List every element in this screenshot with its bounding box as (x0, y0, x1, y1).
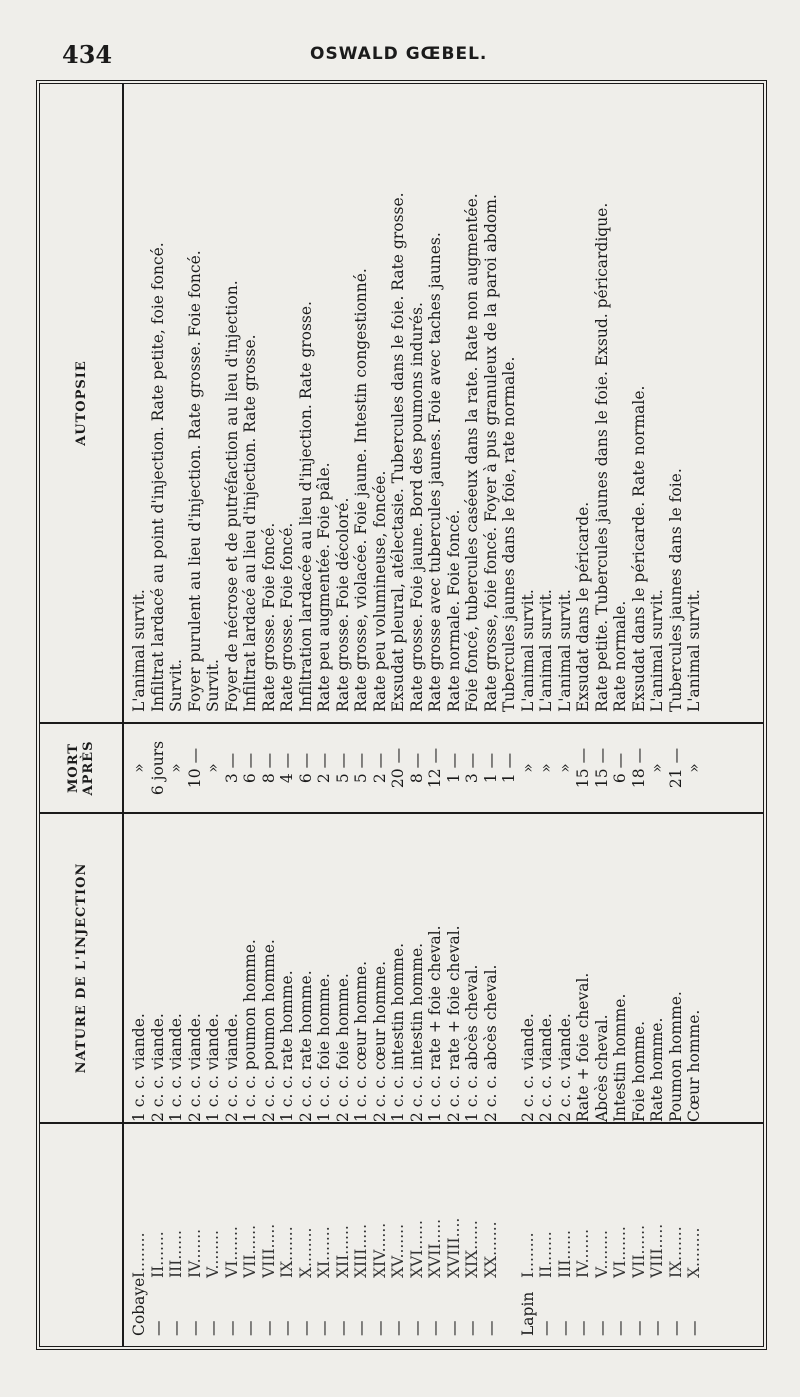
subject-number: XIII..... (352, 1223, 370, 1278)
subject-number: XV....... (389, 1223, 407, 1278)
subject-group: — (370, 1320, 389, 1336)
subject-number: IV....... (574, 1228, 592, 1278)
subject-number: VI....... (222, 1226, 241, 1278)
mort-cells (124, 724, 704, 812)
mort-cell: » (518, 763, 537, 773)
subject-number: XVIII.... (444, 1217, 463, 1278)
subject-cell (204, 1124, 223, 1346)
subject-group: — (296, 1320, 315, 1336)
subject-cell (593, 1124, 612, 1346)
subject-number: XIX...... (463, 1220, 481, 1278)
table-frame (36, 80, 767, 1350)
subject-cell (389, 1124, 408, 1346)
page-number: 434 (62, 40, 113, 69)
injection-cell: 2 c. c. viande. (222, 1013, 241, 1122)
subject-group: — (259, 1320, 278, 1336)
subject-cell (648, 1124, 667, 1346)
subject-group: — (148, 1320, 167, 1336)
subject-group: — (592, 1320, 611, 1336)
injection-cell: 1 c. c. foie homme. (315, 973, 333, 1122)
mort-cell: 2 — (370, 752, 389, 784)
subject-number: V........ (204, 1230, 222, 1278)
mort-cell: 8 — (407, 752, 426, 784)
autopsie-cell: L'animal survit. (537, 589, 555, 712)
injection-cell: Foie homme. (629, 1020, 648, 1122)
injection-cell: 1 c. c. viande. (167, 1013, 185, 1122)
mort-cell: 5 — (352, 752, 370, 784)
injection-cell: 2 c. c. intestin homme. (407, 942, 426, 1122)
mort-cell: 4 — (278, 752, 296, 784)
subject-cell (297, 1124, 316, 1346)
autopsie-cell: Infiltrat lardacé au point d'injection. Rate petite, foie foncé. (148, 242, 167, 712)
autopsie-cell: Foyer de nécrose et de putréfaction au lieu d'injection. (222, 280, 241, 712)
autopsie-cell: Rate petite. Tubercules jaunes dans le foie. Exsud. péricardique. (592, 202, 611, 712)
subject-group: — (555, 1320, 574, 1336)
subject-number: VIII..... (648, 1223, 666, 1278)
subject-group: — (666, 1320, 685, 1336)
autopsie-cell: L'animal survit. (555, 589, 574, 712)
autopsie-cell: L'animal survit. (130, 589, 148, 712)
subject-number: XX....... (481, 1221, 500, 1278)
subject-number: VI....... (611, 1226, 629, 1278)
autopsie-cell: Foie foncé, tubercules caséeux dans la rate. Rate non augmentée. (463, 193, 481, 712)
mort-cell: 18 — (629, 747, 648, 789)
subject-number: IX....... (278, 1226, 296, 1278)
autopsie-cell: Exsudat pleural, atélectasie. Tubercules dans le foie. Rate grosse. (389, 192, 407, 712)
autopsie-cell: Rate grosse avec tubercules jaunes. Foie avec taches jaunes. (426, 232, 444, 712)
subject-group: — (481, 1320, 500, 1336)
injection-cell: 2 c. c. foie homme. (333, 973, 352, 1122)
injection-cell: 1 c. c. rate + foie cheval. (426, 925, 444, 1122)
subject-cell (556, 1124, 575, 1346)
subject-group: — (315, 1320, 333, 1336)
mort-cell: » (130, 763, 148, 773)
subject-cell (278, 1124, 297, 1346)
mort-column (40, 724, 763, 814)
injection-cell: Intestin homme. (611, 993, 629, 1122)
injection-header: NATURE DE L'INJECTION (40, 814, 124, 1122)
subject-group: — (167, 1320, 185, 1336)
subject-number: X........ (296, 1227, 315, 1278)
data-table (40, 84, 763, 1346)
subject-cell (463, 1124, 482, 1346)
autopsie-column (40, 84, 763, 724)
mort-cell: 6 — (611, 752, 629, 784)
subject-group: — (537, 1320, 555, 1336)
subject-cell (260, 1124, 279, 1346)
subject-cells (124, 1124, 704, 1346)
injection-cell: 1 c. c. abcès cheval. (463, 964, 481, 1122)
autopsie-cell: Rate peu augmentée. Foie pâle. (315, 462, 333, 712)
subject-group: — (389, 1320, 407, 1336)
subject-column (40, 1124, 763, 1346)
subject-number: I........ (130, 1232, 148, 1278)
subject-cell (611, 1124, 630, 1346)
subject-number: XVI...... (407, 1220, 426, 1278)
subject-group: — (222, 1320, 241, 1336)
mort-cell: 1 — (500, 752, 518, 784)
subject-number: IX....... (666, 1226, 685, 1278)
subject-cell (186, 1124, 205, 1346)
injection-cell: 2 c. c. cœur homme. (370, 961, 389, 1122)
subject-group: — (333, 1320, 352, 1336)
injection-cell: 1 c. c. viande. (204, 1013, 222, 1122)
autopsie-cell: Exsudat dans le péricarde. (574, 501, 592, 712)
subject-group: Lapin (518, 1291, 537, 1336)
autopsie-cell: Rate normale. (611, 600, 629, 712)
autopsie-cell: L'animal survit. (685, 589, 703, 712)
mort-cell: 3 — (222, 752, 241, 784)
injection-cells (124, 814, 704, 1122)
autopsie-cell: Rate grosse. Foie foncé. (278, 522, 296, 712)
autopsie-header: AUTOPSIE (40, 84, 124, 722)
injection-cell: 2 c. c. viande. (185, 1013, 204, 1122)
injection-cell: 2 c. c. rate + foie cheval. (444, 925, 463, 1122)
mort-header: MORT APRÈS (40, 724, 124, 812)
subject-group: — (685, 1320, 703, 1336)
injection-cell: Rate + foie cheval. (574, 972, 592, 1122)
mort-cell: 1 — (444, 752, 463, 784)
subject-group: — (278, 1320, 296, 1336)
subject-cell (167, 1124, 186, 1346)
autopsie-cell: Rate normale. Foie foncé. (444, 509, 463, 712)
subject-number: XII...... (333, 1225, 352, 1278)
subject-number: X........ (685, 1227, 703, 1278)
autopsie-cell: Tubercules jaunes dans le foie, rate normale. (500, 356, 518, 712)
injection-cell: Rate homme. (648, 1017, 666, 1122)
mort-cell: 8 — (259, 752, 278, 784)
autopsie-cell: Rate grosse. Foie foncé. (259, 522, 278, 712)
subject-cell (149, 1124, 168, 1346)
injection-cell: 2 c. c. poumon homme. (259, 939, 278, 1122)
autopsie-cell: Exsudat dans le péricarde. Rate normale. (629, 385, 648, 712)
mort-cell: » (537, 763, 555, 773)
autopsie-cell: L'animal survit. (648, 589, 666, 712)
injection-cell: 1 c. c. poumon homme. (241, 939, 259, 1122)
subject-number: III...... (555, 1230, 574, 1278)
autopsie-cells (124, 84, 704, 722)
injection-cell: 2 c. c. abcès cheval. (481, 964, 500, 1122)
subject-group: — (185, 1320, 204, 1336)
mort-cell: 21 — (666, 747, 685, 789)
autopsie-cell: L'animal survit. (518, 589, 537, 712)
injection-cell: 2 c. c. rate homme. (296, 970, 315, 1122)
subject-number: VII...... (241, 1224, 259, 1278)
subject-number: VIII..... (259, 1223, 278, 1278)
subject-cell (241, 1124, 260, 1346)
mort-cell: » (204, 763, 222, 773)
subject-cell (408, 1124, 427, 1346)
subject-group: — (463, 1320, 481, 1336)
subject-cell (334, 1124, 353, 1346)
subject-number: XI....... (315, 1226, 333, 1278)
subject-cell (371, 1124, 390, 1346)
subject-cell (537, 1124, 556, 1346)
autopsie-cell: Rate grosse, violacée. Foie jaune. Intestin congestionné. (352, 268, 370, 712)
subject-cell (574, 1124, 593, 1346)
subject-cell (352, 1124, 371, 1346)
autopsie-cell: Rate grosse. Foie jaune. Bord des poumons indurés. (407, 302, 426, 712)
subject-group: Cobaye (130, 1277, 148, 1336)
subject-number: IV....... (185, 1228, 204, 1278)
mort-cell: 5 — (333, 752, 352, 784)
subject-number: I........ (518, 1232, 537, 1278)
autopsie-cell: Infiltrat lardacé au lieu d'injection. Rate grosse. (241, 334, 259, 712)
mort-cell: 15 — (574, 747, 592, 789)
subject-cell (482, 1124, 501, 1346)
injection-cell: Abcès cheval. (592, 1014, 611, 1122)
subject-group: — (407, 1320, 426, 1336)
autopsie-cell: Rate grosse, foie foncé. Foyer à pus granuleux de la paroi abdom. (481, 194, 500, 712)
subject-number: II....... (537, 1231, 555, 1278)
subject-cell (630, 1124, 649, 1346)
injection-cell: 2 c. c. viande. (518, 1013, 537, 1122)
subject-group: — (648, 1320, 666, 1336)
mort-cell: 6 — (241, 752, 259, 784)
mort-cell: 12 — (426, 747, 444, 789)
injection-cell: 1 c. c. viande. (130, 1013, 148, 1122)
mort-cell: » (648, 763, 666, 773)
subject-group: — (611, 1320, 629, 1336)
subject-group: — (629, 1320, 648, 1336)
mort-cell: 20 — (389, 747, 407, 789)
mort-cell: » (167, 763, 185, 773)
subject-cell (445, 1124, 464, 1346)
subject-group: — (574, 1320, 592, 1336)
subject-header (40, 1124, 124, 1346)
injection-cell: 2 c. c. viande. (555, 1013, 574, 1122)
autopsie-cell: Infiltration lardacée au lieu d'injection. Rate grosse. (296, 301, 315, 712)
mort-cell: 2 — (315, 752, 333, 784)
mort-cell: 10 — (185, 747, 204, 789)
subject-group: — (352, 1320, 370, 1336)
subject-cell (685, 1124, 704, 1346)
subject-number: XVII..... (426, 1218, 444, 1278)
subject-group: — (241, 1320, 259, 1336)
injection-cell: Poumon homme. (666, 991, 685, 1122)
mort-cell: » (685, 763, 703, 773)
mort-cell: 3 — (463, 752, 481, 784)
subject-cell (667, 1124, 686, 1346)
subject-cell (223, 1124, 242, 1346)
subject-cell (500, 1124, 519, 1346)
subject-cell (426, 1124, 445, 1346)
injection-cell: 1 c. c. cœur homme. (352, 961, 370, 1122)
subject-cell (519, 1124, 538, 1346)
subject-group: — (204, 1320, 222, 1336)
autopsie-cell: Foyer purulent au lieu d'injection. Rate grosse. Foie foncé. (185, 250, 204, 712)
subject-number: V........ (592, 1230, 611, 1278)
injection-cell: 2 c. c. viande. (537, 1013, 555, 1122)
subject-group: — (426, 1320, 444, 1336)
injection-cell (500, 814, 519, 1122)
autopsie-cell: Survit. (167, 659, 185, 712)
injection-column (40, 814, 763, 1124)
injection-cell: Cœur homme. (685, 1009, 703, 1122)
subject-cell (315, 1124, 334, 1346)
mort-cell: 1 — (481, 752, 500, 784)
mort-cell: 6 — (296, 752, 315, 784)
autopsie-cell: Tubercules jaunes dans le foie. (666, 468, 685, 712)
subject-cell (130, 1124, 149, 1346)
injection-cell: 1 c. c. rate homme. (278, 970, 296, 1122)
mort-cell: 6 jours (148, 740, 167, 796)
subject-number: XIV...... (370, 1222, 389, 1278)
mort-cell: 15 — (592, 747, 611, 789)
subject-number: III...... (167, 1230, 185, 1278)
injection-cell: 1 c. c. intestin homme. (389, 942, 407, 1122)
autopsie-cell: Rate grosse. Foie décoloré. (333, 497, 352, 712)
subject-number: VII...... (629, 1224, 648, 1278)
autopsie-cell: Survit. (204, 659, 222, 712)
running-head: OSWALD GŒBEL. (310, 44, 488, 64)
autopsie-cell: Rate peu volumineuse, foncée. (370, 470, 389, 712)
mort-cell: » (555, 763, 574, 773)
subject-group: — (444, 1320, 463, 1336)
injection-cell: 2 c. c. viande. (148, 1013, 167, 1122)
subject-number: II....... (148, 1231, 167, 1278)
